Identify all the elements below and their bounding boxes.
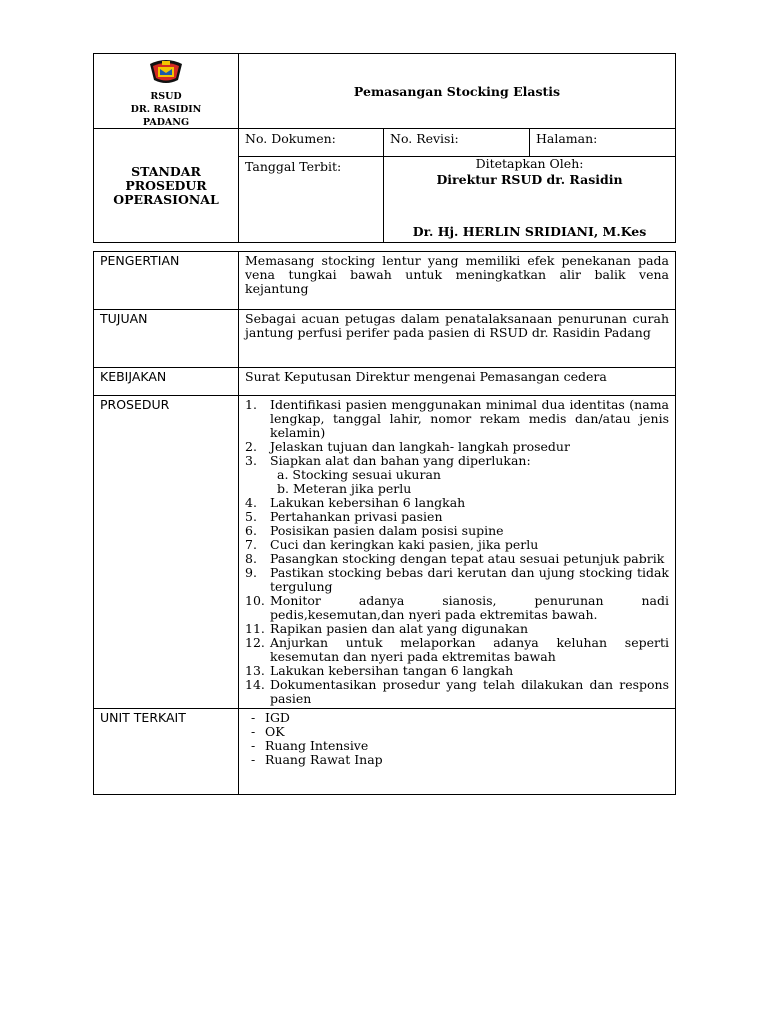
row-pengertian xyxy=(94,252,676,310)
list-item: 3. Siapkan alat dan bahan yang diperlukan: xyxy=(245,453,531,468)
tujuan-text: Sebagai acuan petugas dalam penatalaksanaan penurunan curah jantung perfusi perifer pada pasien di RSUD dr. Rasidin Padang xyxy=(239,310,676,368)
sop-label-1: STANDAR xyxy=(131,163,201,179)
sub-item: a. Stocking sesuai ukuran xyxy=(277,467,441,482)
sop-header-table xyxy=(93,53,676,243)
hospital-logo-cell xyxy=(94,54,239,129)
ditetapkan-cell xyxy=(384,157,676,243)
list-item: 7. Cuci dan keringkan kaki pasien, jika perlu xyxy=(245,537,539,552)
sop-label-3: OPERASIONAL xyxy=(113,191,219,207)
list-item: 11. Rapikan pasien dan alat yang digunakan xyxy=(245,621,529,636)
hospital-abbr: RSUD xyxy=(150,91,182,102)
prosedur-steps-cell xyxy=(239,396,676,709)
row-prosedur xyxy=(94,396,676,709)
list-item: 12. Anjurkan untuk melaporkan adanya keluhan seperti kesemutan dan nyeri pada ektremitas bawah xyxy=(245,635,669,664)
list-item: 10. Monitor adanya sianosis, penurunan nadi pedis,kesemutan,dan nyeri pada ektremitas bawah. xyxy=(245,593,669,622)
halaman-label: Halaman: xyxy=(530,129,676,157)
sop-label-2: PROSEDUR xyxy=(125,177,207,193)
prosedur-steps xyxy=(245,398,669,706)
hospital-name-line1: DR. RASIDIN xyxy=(130,104,202,115)
list-item: 14. Dokumentasikan prosedur yang telah dilakukan dan respons pasien xyxy=(245,677,669,706)
list-item: 1. Identifikasi pasien menggunakan minimal dua identitas (nama lengkap, tanggal lahir, nomor rekam medis dan/atau jenis kelamin) xyxy=(245,397,669,440)
ditetapkan-oleh-label: Ditetapkan Oleh: xyxy=(475,156,584,171)
unit-list xyxy=(245,711,669,767)
list-item: 8. Pasangkan stocking dengan tepat atau sesuai petunjuk pabrik xyxy=(245,551,665,566)
pengertian-label: PENGERTIAN xyxy=(94,252,239,310)
prosedur-label: PROSEDUR xyxy=(94,396,239,709)
sop-label-cell xyxy=(94,129,239,243)
list-item: - IGD xyxy=(251,710,290,725)
document-title: Pemasangan Stocking Elastis xyxy=(239,54,676,129)
tujuan-label: TUJUAN xyxy=(94,310,239,368)
list-item: - Ruang Rawat Inap xyxy=(251,752,383,767)
list-item: - OK xyxy=(251,724,285,739)
no-revisi-label: No. Revisi: xyxy=(384,129,530,157)
list-item: 2. Jelaskan tujuan dan langkah- langkah prosedur xyxy=(245,439,570,454)
no-dokumen-label: No. Dokumen: xyxy=(239,129,384,157)
row-unit-terkait xyxy=(94,709,676,795)
kebijakan-text: Surat Keputusan Direktur mengenai Pemasangan cedera xyxy=(239,368,676,396)
kebijakan-label: KEBIJAKAN xyxy=(94,368,239,396)
row-tujuan xyxy=(94,310,676,368)
sub-item: b. Meteran jika perlu xyxy=(277,481,412,496)
hospital-logo-icon xyxy=(148,58,184,86)
hospital-name-line2: PADANG xyxy=(142,117,190,128)
list-item: 13. Lakukan kebersihan tangan 6 langkah xyxy=(245,663,514,678)
unit-terkait-label: UNIT TERKAIT xyxy=(94,709,239,795)
direktur-title: Direktur RSUD dr. Rasidin xyxy=(436,172,623,187)
list-item: 6. Posisikan pasien dalam posisi supine xyxy=(245,523,504,538)
unit-terkait-cell xyxy=(239,709,676,795)
list-item: 5. Pertahankan privasi pasien xyxy=(245,509,443,524)
sop-content-table xyxy=(93,251,676,795)
pengertian-text: Memasang stocking lentur yang memiliki efek penekanan pada vena tungkai bawah untuk meningkatkan alir balik vena kejantung xyxy=(239,252,676,310)
list-item: - Ruang Intensive xyxy=(251,738,369,753)
signatory-name: Dr. Hj. HERLIN SRIDIANI, M.Kes xyxy=(412,224,647,239)
row-kebijakan xyxy=(94,368,676,396)
tanggal-terbit-label: Tanggal Terbit: xyxy=(239,157,384,243)
list-item: 9. Pastikan stocking bebas dari kerutan dan ujung stocking tidak tergulung xyxy=(245,565,669,594)
list-item: 4. Lakukan kebersihan 6 langkah xyxy=(245,495,466,510)
